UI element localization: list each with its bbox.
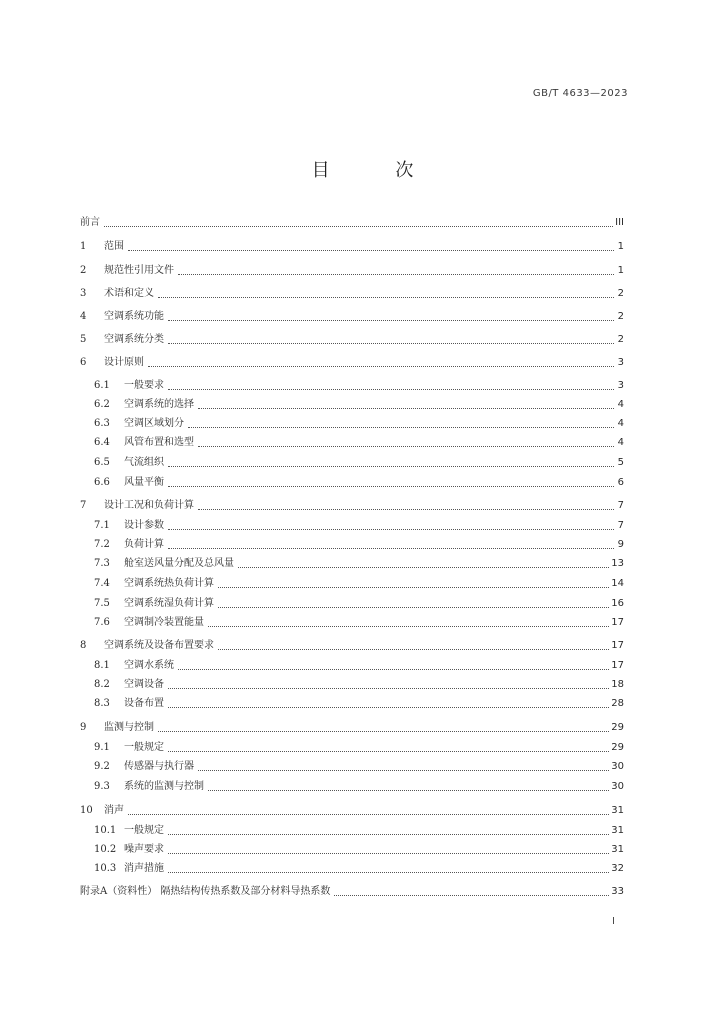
toc-entry[interactable] xyxy=(80,717,624,735)
toc-entry-title: 设备布置 xyxy=(124,698,164,709)
toc-entry-page: 29 xyxy=(611,742,624,753)
toc-entry-title: 空调设备 xyxy=(124,679,164,690)
toc-entry-number: 4 xyxy=(80,311,87,322)
toc-entry-title: 设计参数 xyxy=(124,520,164,531)
toc-entry-title: 术语和定义 xyxy=(104,288,154,299)
toc-entry-title: 噪声要求 xyxy=(124,844,164,855)
toc-dot-leader xyxy=(168,687,609,689)
toc-entry-title: 监测与控制 xyxy=(104,722,154,733)
toc-dot-leader xyxy=(178,668,609,670)
toc-entry-title: 舱室送风量分配及总风量 xyxy=(124,558,234,569)
toc-entry-page: 17 xyxy=(611,660,624,671)
toc-dot-leader xyxy=(218,648,609,650)
toc-dot-leader xyxy=(168,833,609,835)
toc-entry-page: 17 xyxy=(611,640,624,651)
toc-entry-title: （资料性） 隔热结构传热系数及部分材料导热系数 xyxy=(107,886,331,897)
toc-entry-title: 规范性引用文件 xyxy=(104,265,174,276)
toc-dot-leader xyxy=(188,426,614,428)
toc-entry-page: 30 xyxy=(611,781,624,792)
toc-dot-leader xyxy=(128,813,609,815)
toc-entry[interactable] xyxy=(80,800,624,818)
toc-entry-page: 18 xyxy=(611,679,624,690)
toc-dot-leader xyxy=(168,319,614,321)
toc-entry-number: 附录A xyxy=(80,886,108,897)
toc-entry-title: 一般规定 xyxy=(124,825,164,836)
toc-entry-page: 30 xyxy=(611,761,624,772)
toc-dot-leader xyxy=(148,365,614,367)
toc-entry-page: 3 xyxy=(617,380,624,391)
toc-entry-page: 2 xyxy=(617,288,624,299)
toc-entry[interactable] xyxy=(80,776,624,794)
toc-entry[interactable] xyxy=(80,495,624,513)
toc-entry-number: 2 xyxy=(80,265,87,276)
toc-entry-title: 空调区域划分 xyxy=(124,418,184,429)
toc-entry[interactable] xyxy=(80,375,624,393)
toc-entry-number: 8 xyxy=(80,640,87,651)
toc-dot-leader xyxy=(218,606,609,608)
toc-dot-leader xyxy=(168,485,614,487)
toc-dot-leader xyxy=(178,273,614,275)
toc-entry-title: 风量平衡 xyxy=(124,477,164,488)
page-number: I xyxy=(612,916,615,927)
toc-entry[interactable] xyxy=(80,881,624,899)
toc-entry-number: 7.4 xyxy=(94,578,110,589)
toc-entry-title: 风管布置和选型 xyxy=(124,437,194,448)
toc-entry-page: 7 xyxy=(617,500,624,511)
toc-entry-number: 1 xyxy=(80,241,87,252)
toc-entry-title: 负荷计算 xyxy=(124,539,164,550)
toc-entry-number: 3 xyxy=(80,288,87,299)
toc-entry-page: 5 xyxy=(617,457,624,468)
toc-entry-title: 空调系统功能 xyxy=(104,311,164,322)
toc-dot-leader xyxy=(168,852,609,854)
toc-entry-number: 9 xyxy=(80,722,87,733)
toc-entry-page: 31 xyxy=(611,805,624,816)
toc-entry-number: 9.1 xyxy=(94,742,110,753)
toc-entry-page: 6 xyxy=(617,477,624,488)
toc-entry[interactable] xyxy=(80,306,624,324)
toc-entry-title: 空调系统的选择 xyxy=(124,399,194,410)
toc-entry[interactable] xyxy=(80,534,624,552)
toc-dot-leader xyxy=(168,750,609,752)
toc-dot-leader xyxy=(168,465,614,467)
toc-entry-title: 气流组织 xyxy=(124,457,164,468)
toc-entry[interactable] xyxy=(80,472,624,490)
toc-entry-page: 13 xyxy=(611,558,624,569)
toc-entry-number: 7.2 xyxy=(94,539,110,550)
toc-entry-title: 空调系统及设备布置要求 xyxy=(104,640,214,651)
toc-entry-number: 8.2 xyxy=(94,679,110,690)
toc-entry-title: 消声措施 xyxy=(124,863,164,874)
toc-entry-title: 一般要求 xyxy=(124,380,164,391)
toc-entry[interactable] xyxy=(80,413,624,431)
toc-entry-page: 32 xyxy=(611,863,624,874)
toc-entry-number: 6.1 xyxy=(94,380,110,391)
toc-entry[interactable] xyxy=(80,329,624,347)
toc-entry-title: 传感器与执行器 xyxy=(124,761,194,772)
toc-entry-number: 10.1 xyxy=(94,825,117,836)
toc-dot-leader xyxy=(198,508,614,510)
toc-entry-page: 3 xyxy=(617,357,624,368)
toc-dot-leader xyxy=(158,296,614,298)
toc-dot-leader xyxy=(128,249,614,251)
toc-entry-number: 7.3 xyxy=(94,558,110,569)
toc-entry-page: 31 xyxy=(611,844,624,855)
toc-entry[interactable] xyxy=(80,693,624,711)
toc-entry[interactable] xyxy=(80,553,624,571)
toc-entry-page: 33 xyxy=(611,886,624,897)
toc-entry[interactable] xyxy=(80,283,624,301)
toc-entry-title: 空调制冷装置能量 xyxy=(124,617,204,628)
toc-dot-leader xyxy=(198,769,609,771)
toc-dot-leader xyxy=(168,547,614,549)
toc-entry-page: 4 xyxy=(617,437,624,448)
toc-entry-title: 范围 xyxy=(104,241,124,252)
toc-dot-leader xyxy=(218,586,609,588)
toc-entry-page: III xyxy=(615,217,624,228)
toc-entry[interactable] xyxy=(80,593,624,611)
toc-entry[interactable] xyxy=(80,515,624,533)
toc-dot-leader xyxy=(334,894,609,896)
toc-entry[interactable] xyxy=(80,432,624,450)
toc-entry[interactable] xyxy=(80,737,624,755)
toc-entry[interactable] xyxy=(80,573,624,591)
toc-dot-leader xyxy=(168,342,614,344)
toc-entry-number: 6.6 xyxy=(94,477,110,488)
toc-entry-number: 8.1 xyxy=(94,660,110,671)
toc-dot-leader xyxy=(168,388,614,390)
toc-entry-title: 空调系统分类 xyxy=(104,334,164,345)
toc-entry-page: 1 xyxy=(617,265,624,276)
toc-dot-leader xyxy=(104,225,613,227)
toc-entry-page: 4 xyxy=(617,399,624,410)
toc-entry-number: 6 xyxy=(80,357,87,368)
toc-entry-title: 空调系统热负荷计算 xyxy=(124,578,214,589)
toc-dot-leader xyxy=(208,625,609,627)
toc-entry[interactable] xyxy=(80,674,624,692)
toc-entry-number: 5 xyxy=(80,334,87,345)
toc-dot-leader xyxy=(238,566,609,568)
toc-entry-number: 10.3 xyxy=(94,863,117,874)
toc-entry-page: 4 xyxy=(617,418,624,429)
toc-entry-page: 28 xyxy=(611,698,624,709)
toc-entry-number: 6.2 xyxy=(94,399,110,410)
toc-entry-title: 系统的监测与控制 xyxy=(124,781,204,792)
toc-entry-page: 2 xyxy=(617,334,624,345)
toc-entry-page: 29 xyxy=(611,722,624,733)
toc-entry[interactable] xyxy=(80,635,624,653)
toc-entry[interactable] xyxy=(80,756,624,774)
toc-entry-title: 前言 xyxy=(80,217,100,228)
toc-entry[interactable] xyxy=(80,260,624,278)
toc-dot-leader xyxy=(198,407,614,409)
toc-entry-number: 7.5 xyxy=(94,598,110,609)
toc-entry[interactable] xyxy=(80,612,624,630)
toc-dot-leader xyxy=(158,730,609,732)
toc-entry[interactable] xyxy=(80,452,624,470)
toc-dot-leader xyxy=(208,789,609,791)
toc-entry-page: 17 xyxy=(611,617,624,628)
toc-entry-number: 7.6 xyxy=(94,617,110,628)
page-title: 目 次 xyxy=(311,160,444,181)
toc-entry-page: 16 xyxy=(611,598,624,609)
toc-entry[interactable] xyxy=(80,858,624,876)
toc-entry-number: 6.4 xyxy=(94,437,110,448)
toc-entry-title: 设计工况和负荷计算 xyxy=(104,500,194,511)
toc-entry-number: 9.2 xyxy=(94,761,110,772)
toc-entry-number: 10 xyxy=(80,805,93,816)
toc-entry-title: 一般规定 xyxy=(124,742,164,753)
toc-entry-number: 7 xyxy=(80,500,87,511)
toc-entry[interactable] xyxy=(80,820,624,838)
toc-entry-page: 7 xyxy=(617,520,624,531)
toc-entry-page: 2 xyxy=(617,311,624,322)
toc-entry-number: 10.2 xyxy=(94,844,117,855)
toc-entry[interactable] xyxy=(80,352,624,370)
toc-dot-leader xyxy=(168,706,609,708)
toc-entry-number: 9.3 xyxy=(94,781,110,792)
toc-entry-page: 1 xyxy=(617,241,624,252)
toc-entry-page: 9 xyxy=(617,539,624,550)
toc-entry-number: 6.3 xyxy=(94,418,110,429)
toc-entry[interactable] xyxy=(80,655,624,673)
toc-entry-title: 空调水系统 xyxy=(124,660,174,671)
toc-entry[interactable] xyxy=(80,839,624,857)
toc-entry[interactable] xyxy=(80,394,624,412)
toc-dot-leader xyxy=(168,528,614,530)
toc-entry-title: 空调系统湿负荷计算 xyxy=(124,598,214,609)
toc-dot-leader xyxy=(198,445,614,447)
toc-entry-title: 消声 xyxy=(104,805,124,816)
toc-entry-number: 8.3 xyxy=(94,698,110,709)
toc-dot-leader xyxy=(168,871,609,873)
toc-entry[interactable] xyxy=(80,212,624,230)
toc-entry-page: 14 xyxy=(611,578,624,589)
toc-entry-page: 31 xyxy=(611,825,624,836)
toc-entry[interactable] xyxy=(80,236,624,254)
toc-entry-number: 7.1 xyxy=(94,520,110,531)
toc-entry-title: 设计原则 xyxy=(104,357,144,368)
document-code: GB/T 4633—2023 xyxy=(532,88,628,99)
toc-entry-number: 6.5 xyxy=(94,457,110,468)
